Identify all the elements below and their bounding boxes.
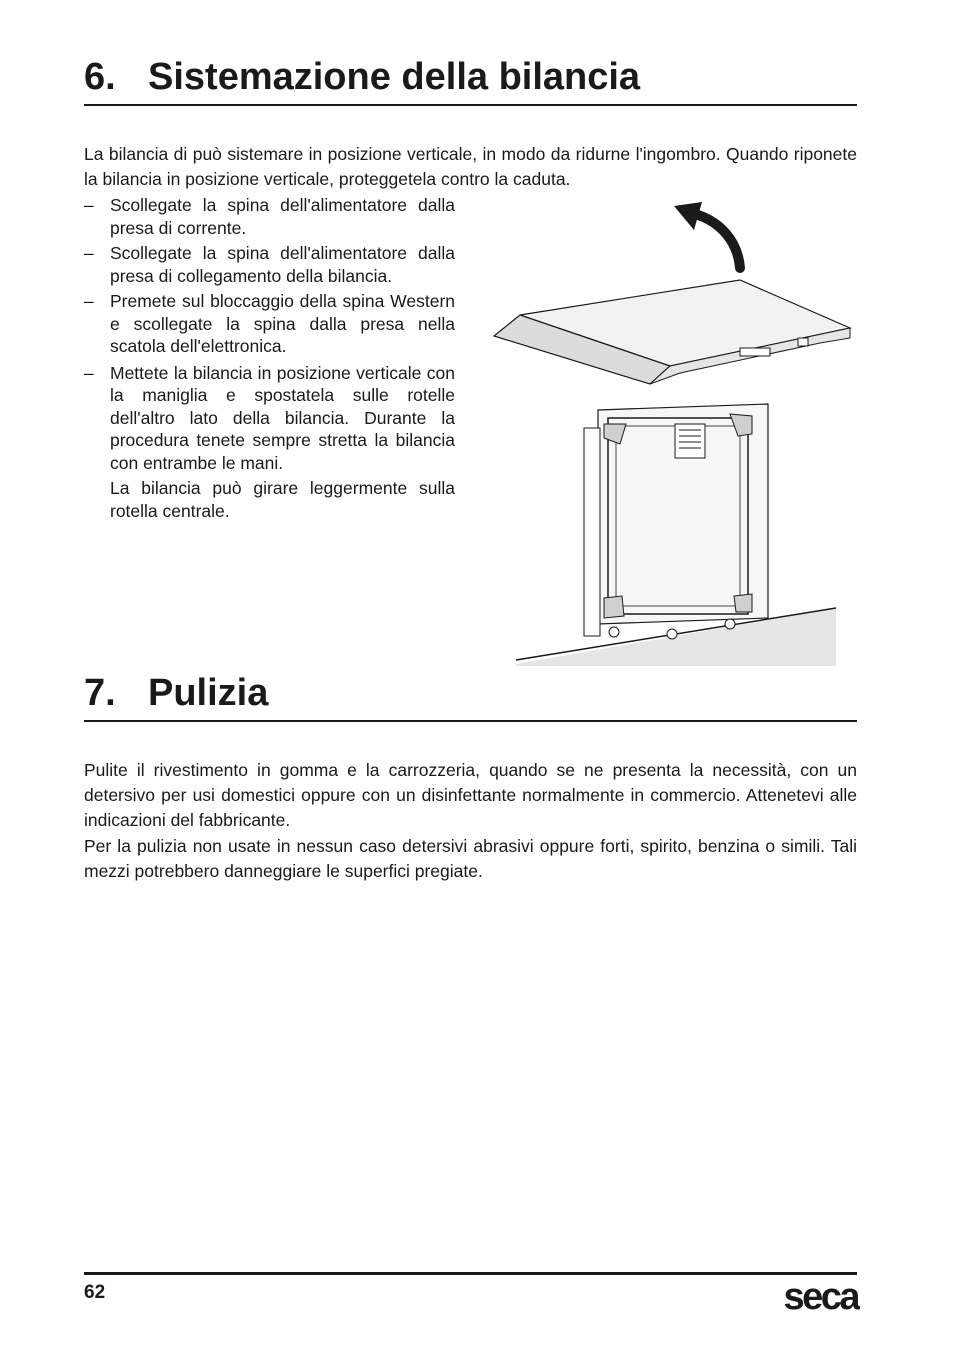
seca-logo xyxy=(760,1270,860,1316)
instruction-list xyxy=(84,194,455,525)
curved-arrow-icon xyxy=(674,202,740,268)
dash-bullet: – xyxy=(84,243,94,263)
dash-bullet: – xyxy=(84,195,94,215)
scale-illustration xyxy=(490,198,856,666)
section-6-heading xyxy=(84,54,857,106)
cleaning-paragraph-2: Per la pulizia non usate in nessun caso detersivi abrasivi oppure forti, spirito, benzina o simili. Tali mezzi potrebbero danneggiare le superfici pregiate. xyxy=(84,836,857,881)
list-item-text: Premete sul bloccaggio della spina Western e scollegate la spina dalla presa nella scatola dell'elettronica. xyxy=(110,291,455,356)
list-item xyxy=(84,290,455,358)
list-item-text: Scollegate la spina dell'alimentatore dalla presa di corrente. xyxy=(110,195,455,238)
list-item-text: Mettete la bilancia in posizione verticale con la maniglia e spostatela sulle rotelle dell'altro lato della bilancia. Durante la procedura tenete sempre stretta la bilancia con entrambe le mani. xyxy=(110,362,455,473)
footer-divider xyxy=(84,1272,857,1275)
section-number: 6. xyxy=(84,56,116,98)
scale-flat xyxy=(494,280,850,384)
list-item-note xyxy=(84,477,455,522)
brand-wordmark: seca xyxy=(783,1276,858,1316)
dash-bullet: – xyxy=(84,291,94,311)
section-title: Pulizia xyxy=(148,672,269,714)
list-item-text: Scollegate la spina dell'alimentatore dalla presa di collegamento della bilancia. xyxy=(110,243,455,286)
note-text: La bilancia può girare leggermente sulla rotella centrale. xyxy=(110,478,455,521)
page-number: 62 xyxy=(84,1282,106,1303)
scale-upright xyxy=(516,404,836,666)
cleaning-paragraph-1: Pulite il rivestimento in gomma e la carrozzeria, quando se ne presenta la necessità, con un detersivo per usi domestici oppure con un disinfettante normalmente in commercio. Attenetevi alle indicazioni del fabbricante. xyxy=(84,760,857,830)
list-item xyxy=(84,362,455,475)
section-6-intro: La bilancia di può sistemare in posizione verticale, in modo da ridurne l'ingombro. Quando riponete la bilancia in posizione verticale, proteggetela contro la caduta. xyxy=(84,144,857,189)
dash-bullet: – xyxy=(84,362,94,383)
section-number: 7. xyxy=(84,672,116,714)
section-title: Sistemazione della bilancia xyxy=(148,56,641,98)
list-item xyxy=(84,242,455,287)
list-item xyxy=(84,194,455,239)
section-7-heading xyxy=(84,670,857,722)
